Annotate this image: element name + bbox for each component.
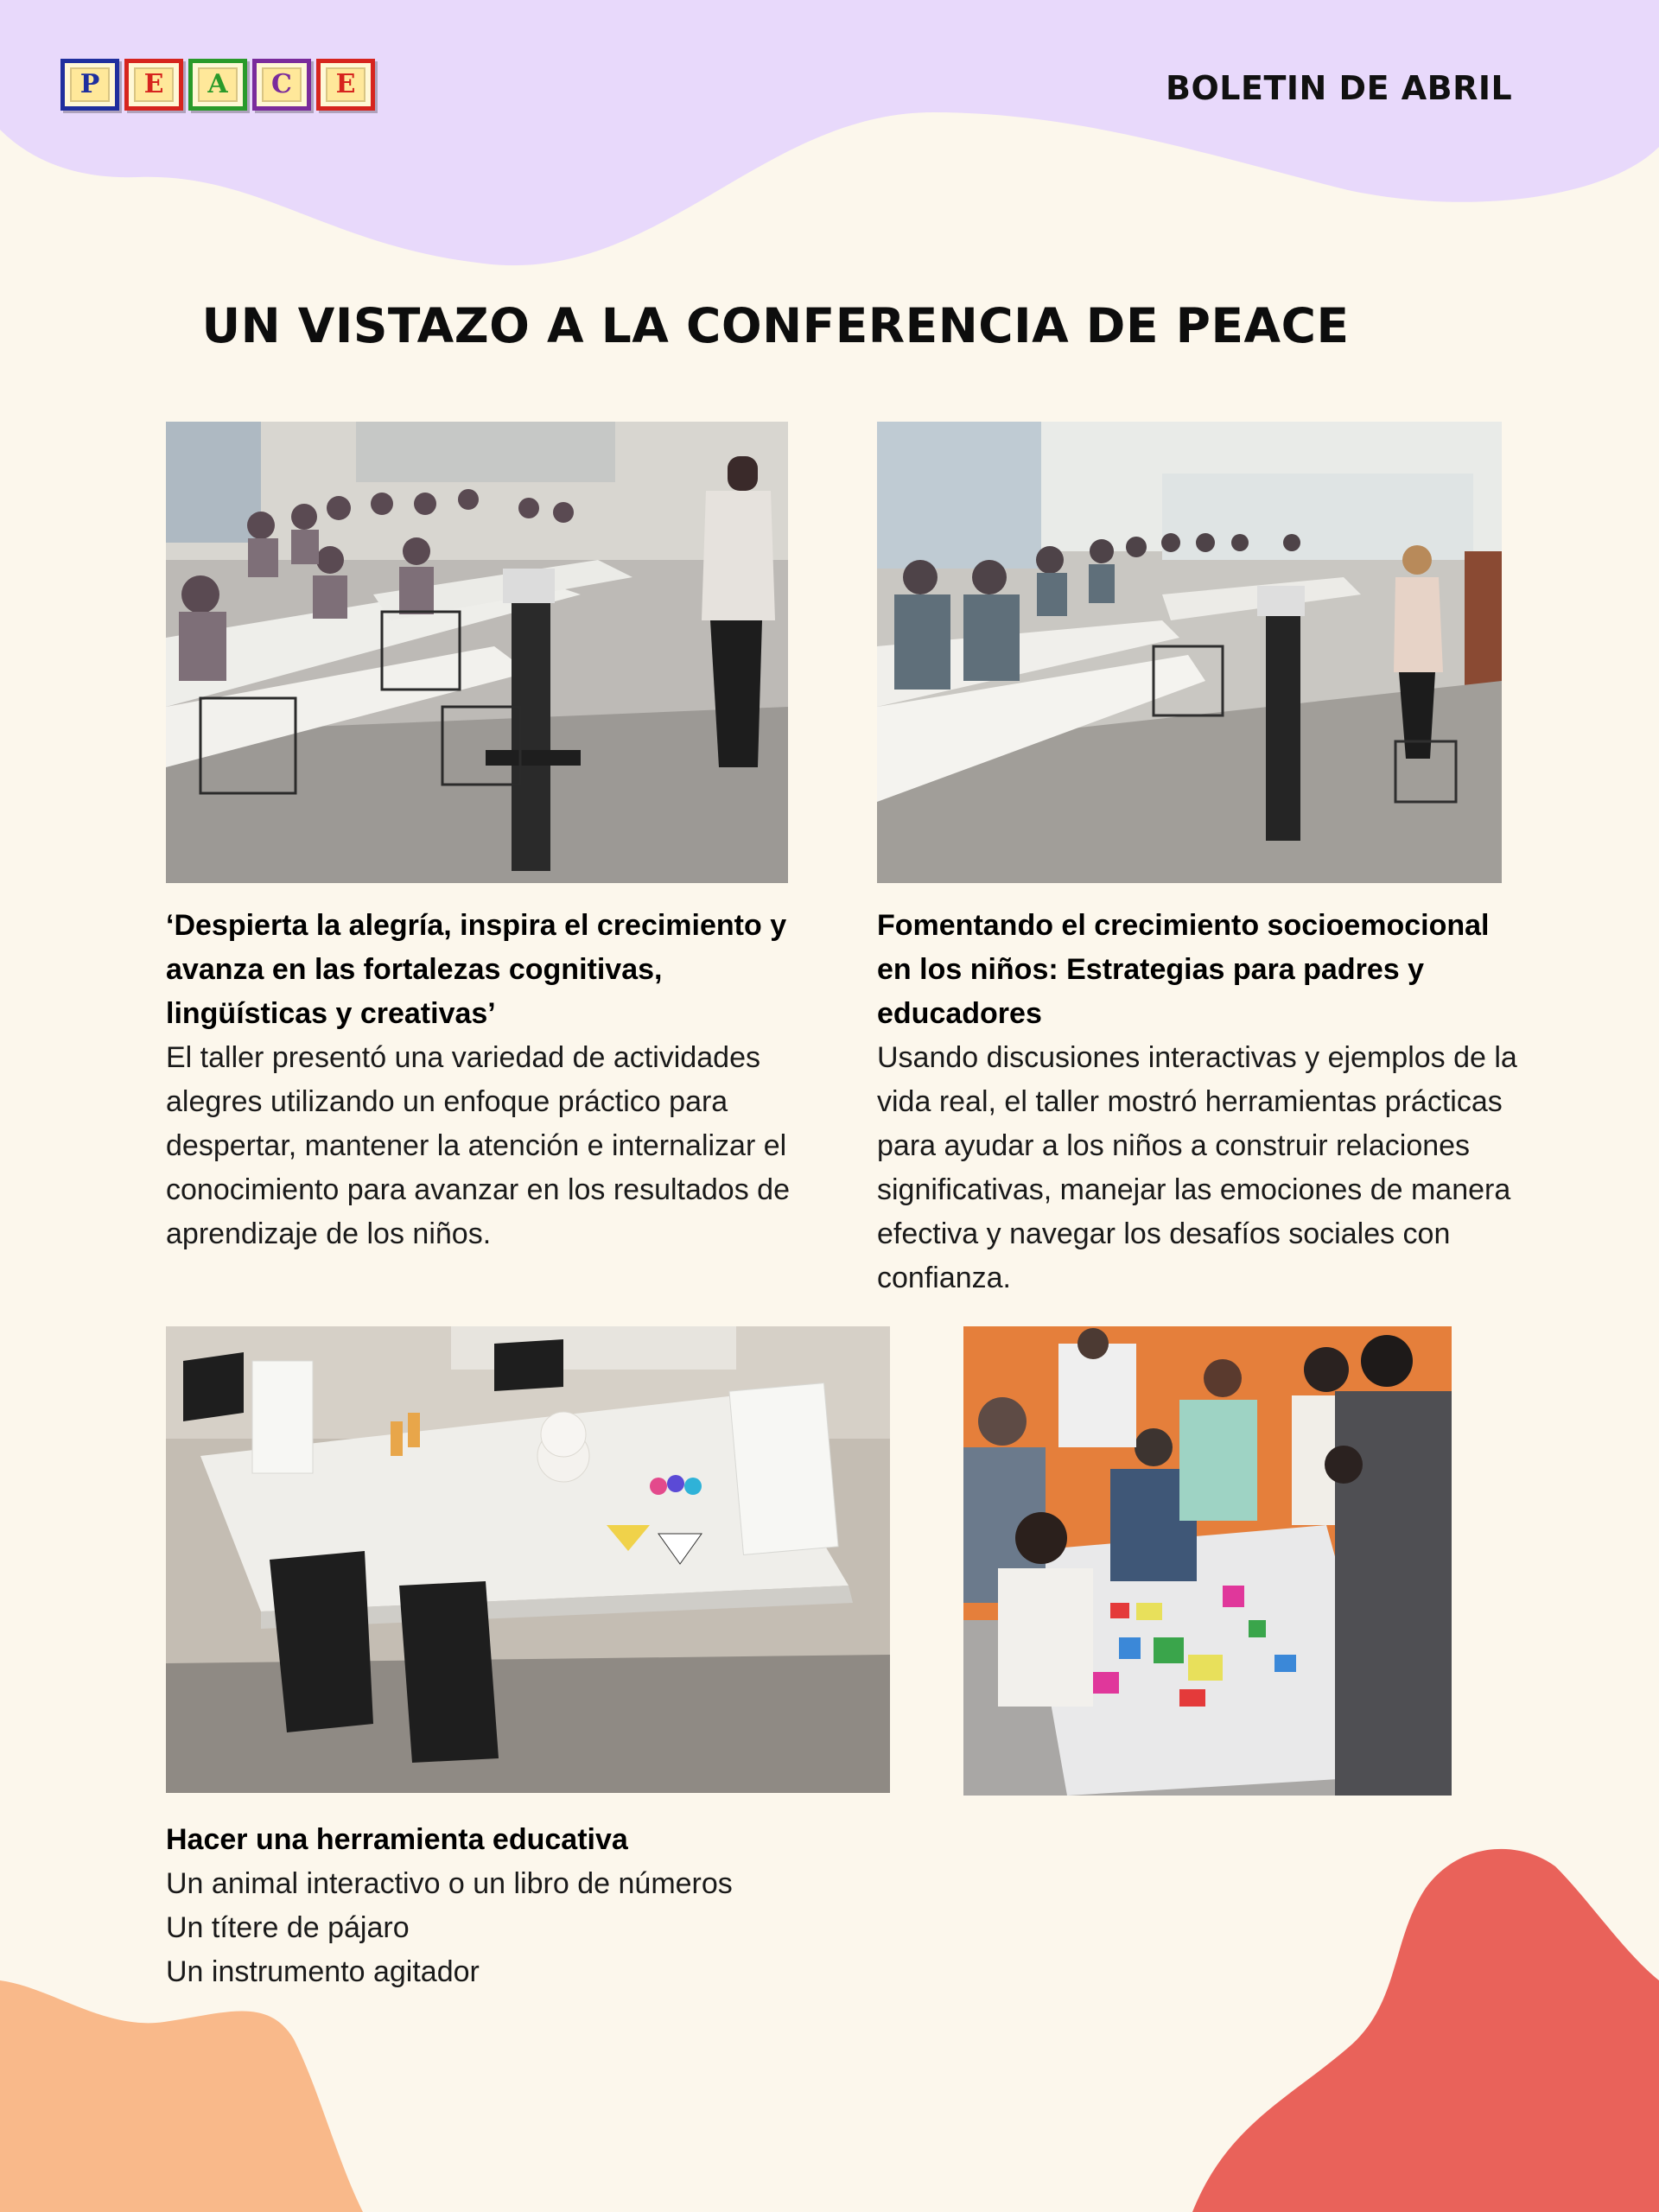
photo-workshop-classroom-1 xyxy=(166,422,788,883)
list-item: Un animal interactivo o un libro de números xyxy=(166,1867,733,1900)
photo-craft-table xyxy=(166,1326,890,1793)
article-2-heading: Fomentando el crecimiento socioemocional en los niños: Estrategias para padres y educadores xyxy=(877,909,1490,1030)
tool-section xyxy=(166,1818,944,1994)
article-1-heading: ‘Despierta la alegría, inspira el crecimiento y avanza en las fortalezas cognitivas, lingüísticas y creativas’ xyxy=(166,909,787,1030)
article-1 xyxy=(166,904,810,1256)
logo-block: A xyxy=(188,59,247,111)
bottom-right-red-blob xyxy=(1192,1849,1659,2212)
photo-crafting-group xyxy=(963,1326,1452,1796)
page-title: UN VISTAZO A LA CONFERENCIA DE PEACE xyxy=(201,298,1350,353)
logo-block: P xyxy=(60,59,119,111)
logo-block: E xyxy=(124,59,183,111)
logo-block: C xyxy=(252,59,311,111)
photo-workshop-classroom-2 xyxy=(877,422,1502,883)
article-1-body: El taller presentó una variedad de actividades alegres utilizando un enfoque práctico para despertar, mantener la atención e internalizar el conocimiento para avanzar en los resultados de aprendizaje de los niños. xyxy=(166,1041,790,1250)
logo-block: E xyxy=(316,59,375,111)
top-purple-blob xyxy=(0,0,1659,265)
peace-logo xyxy=(60,59,375,111)
tool-section-heading: Hacer una herramienta educativa xyxy=(166,1823,628,1856)
list-item: Un instrumento agitador xyxy=(166,1955,480,1988)
newsletter-issue-label: BOLETIN DE ABRIL xyxy=(1166,69,1513,107)
bottom-left-orange-blob xyxy=(0,1980,363,2212)
article-2 xyxy=(877,904,1521,1300)
list-item: Un títere de pájaro xyxy=(166,1911,410,1944)
article-2-body: Usando discusiones interactivas y ejemplos de la vida real, el taller mostró herramientas prácticas para ayudar a los niños a construir relaciones significativas, manejar las emociones de manera efectiva y navegar los desafíos sociales con confianza. xyxy=(877,1041,1517,1294)
